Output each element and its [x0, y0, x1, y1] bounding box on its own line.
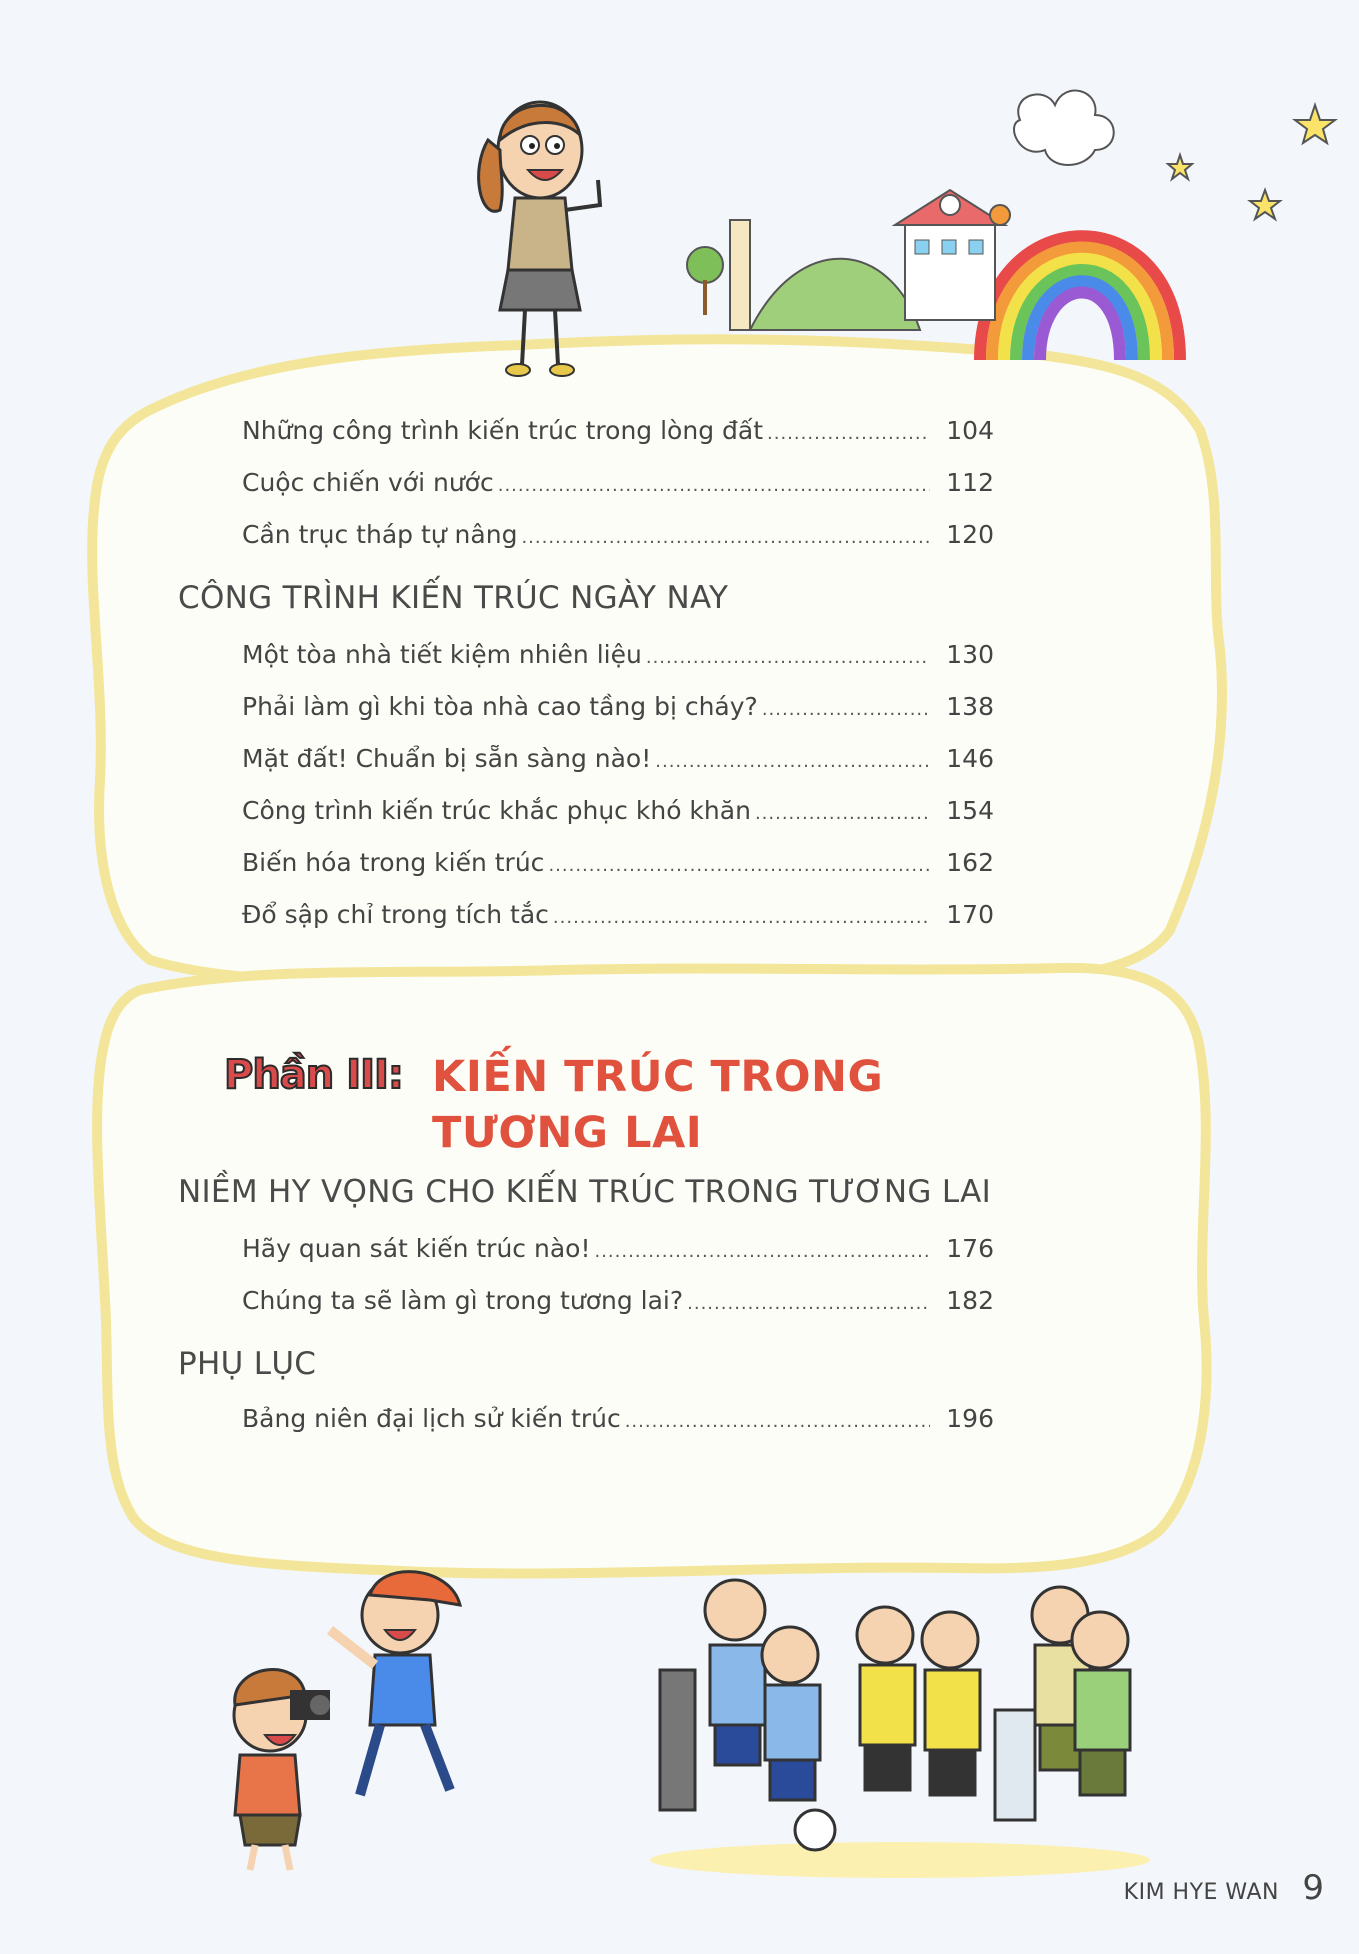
toc-entry[interactable]: [242, 796, 994, 825]
leader-dots: [646, 647, 930, 668]
town-rainbow-illustration: [680, 80, 1340, 400]
toc-entry-title: Chúng ta sẽ làm gì trong tương lai?: [242, 1286, 684, 1315]
footer-author: KIM HYE WAN: [1123, 1880, 1279, 1905]
section-heading-appendix: PHỤ LỤC: [178, 1346, 317, 1382]
toc-entry-page: 120: [946, 520, 994, 549]
toc-entry[interactable]: [242, 520, 994, 549]
leader-dots: [521, 527, 930, 548]
leader-dots: [553, 907, 930, 928]
leader-dots: [687, 1293, 930, 1314]
toc-entry[interactable]: [242, 1286, 994, 1315]
toc-entry[interactable]: [242, 416, 994, 445]
part-title-line1: KIẾN TRÚC TRONG: [432, 1052, 884, 1102]
toc-entry[interactable]: [242, 468, 994, 497]
toc-entry-title: Đổ sập chỉ trong tích tắc: [242, 900, 549, 929]
toc-entry-title: Phải làm gì khi tòa nhà cao tầng bị cháy?: [242, 692, 758, 721]
toc-entry[interactable]: [242, 848, 994, 877]
leader-dots: [625, 1411, 930, 1432]
toc-entry[interactable]: [242, 692, 994, 721]
toc-entry-title: Một tòa nhà tiết kiệm nhiên liệu: [242, 640, 642, 669]
toc-entry-page: 154: [946, 796, 994, 825]
leader-dots: [755, 803, 930, 824]
leader-dots: [762, 699, 930, 720]
toc-entry[interactable]: [242, 1404, 994, 1433]
toc-entry-page: 130: [946, 640, 994, 669]
toc-entry-title: Mặt đất! Chuẩn bị sẵn sàng nào!: [242, 744, 652, 773]
toc-entry-page: 176: [946, 1234, 994, 1263]
toc-entry-title: Cần trục tháp tự nâng: [242, 520, 518, 549]
toc-entry-title: Cuộc chiến với nước: [242, 468, 494, 497]
toc-entry-page: 138: [946, 692, 994, 721]
part-title-line2: TƯƠNG LAI: [432, 1108, 703, 1158]
leader-dots: [498, 475, 930, 496]
toc-entry-page: 182: [946, 1286, 994, 1315]
part-badge: Phần III:: [224, 1052, 403, 1098]
toc-entry-title: Công trình kiến trúc khắc phục khó khăn: [242, 796, 751, 825]
toc-entry-page: 112: [946, 468, 994, 497]
toc-entry-title: Bảng niên đại lịch sử kiến trúc: [242, 1404, 621, 1433]
toc-entry[interactable]: [242, 640, 994, 669]
team-kids-illustration: [640, 1560, 1160, 1880]
teacher-girl-illustration: [460, 80, 620, 380]
toc-entry-page: 196: [946, 1404, 994, 1433]
toc-entry-title: Hãy quan sát kiến trúc nào!: [242, 1234, 591, 1263]
toc-entry-page: 170: [946, 900, 994, 929]
leader-dots: [767, 423, 930, 444]
section-heading-modern: CÔNG TRÌNH KIẾN TRÚC NGÀY NAY: [178, 580, 729, 616]
toc-entry-title: Những công trình kiến trúc trong lòng đất: [242, 416, 764, 445]
section-heading-future: NIỀM HY VỌNG CHO KIẾN TRÚC TRONG TƯƠNG LAI: [178, 1174, 992, 1210]
toc-entry-page: 162: [946, 848, 994, 877]
toc-entry[interactable]: [242, 744, 994, 773]
toc-entry-page: 104: [946, 416, 994, 445]
toc-entry-title: Biến hóa trong kiến trúc: [242, 848, 545, 877]
leader-dots: [548, 855, 930, 876]
leader-dots: [594, 1241, 930, 1262]
toc-entry-page: 146: [946, 744, 994, 773]
camera-kids-illustration: [200, 1555, 510, 1875]
leader-dots: [655, 751, 930, 772]
page-number: 9: [1302, 1868, 1324, 1908]
toc-entry[interactable]: [242, 1234, 994, 1263]
toc-entry[interactable]: [242, 900, 994, 929]
